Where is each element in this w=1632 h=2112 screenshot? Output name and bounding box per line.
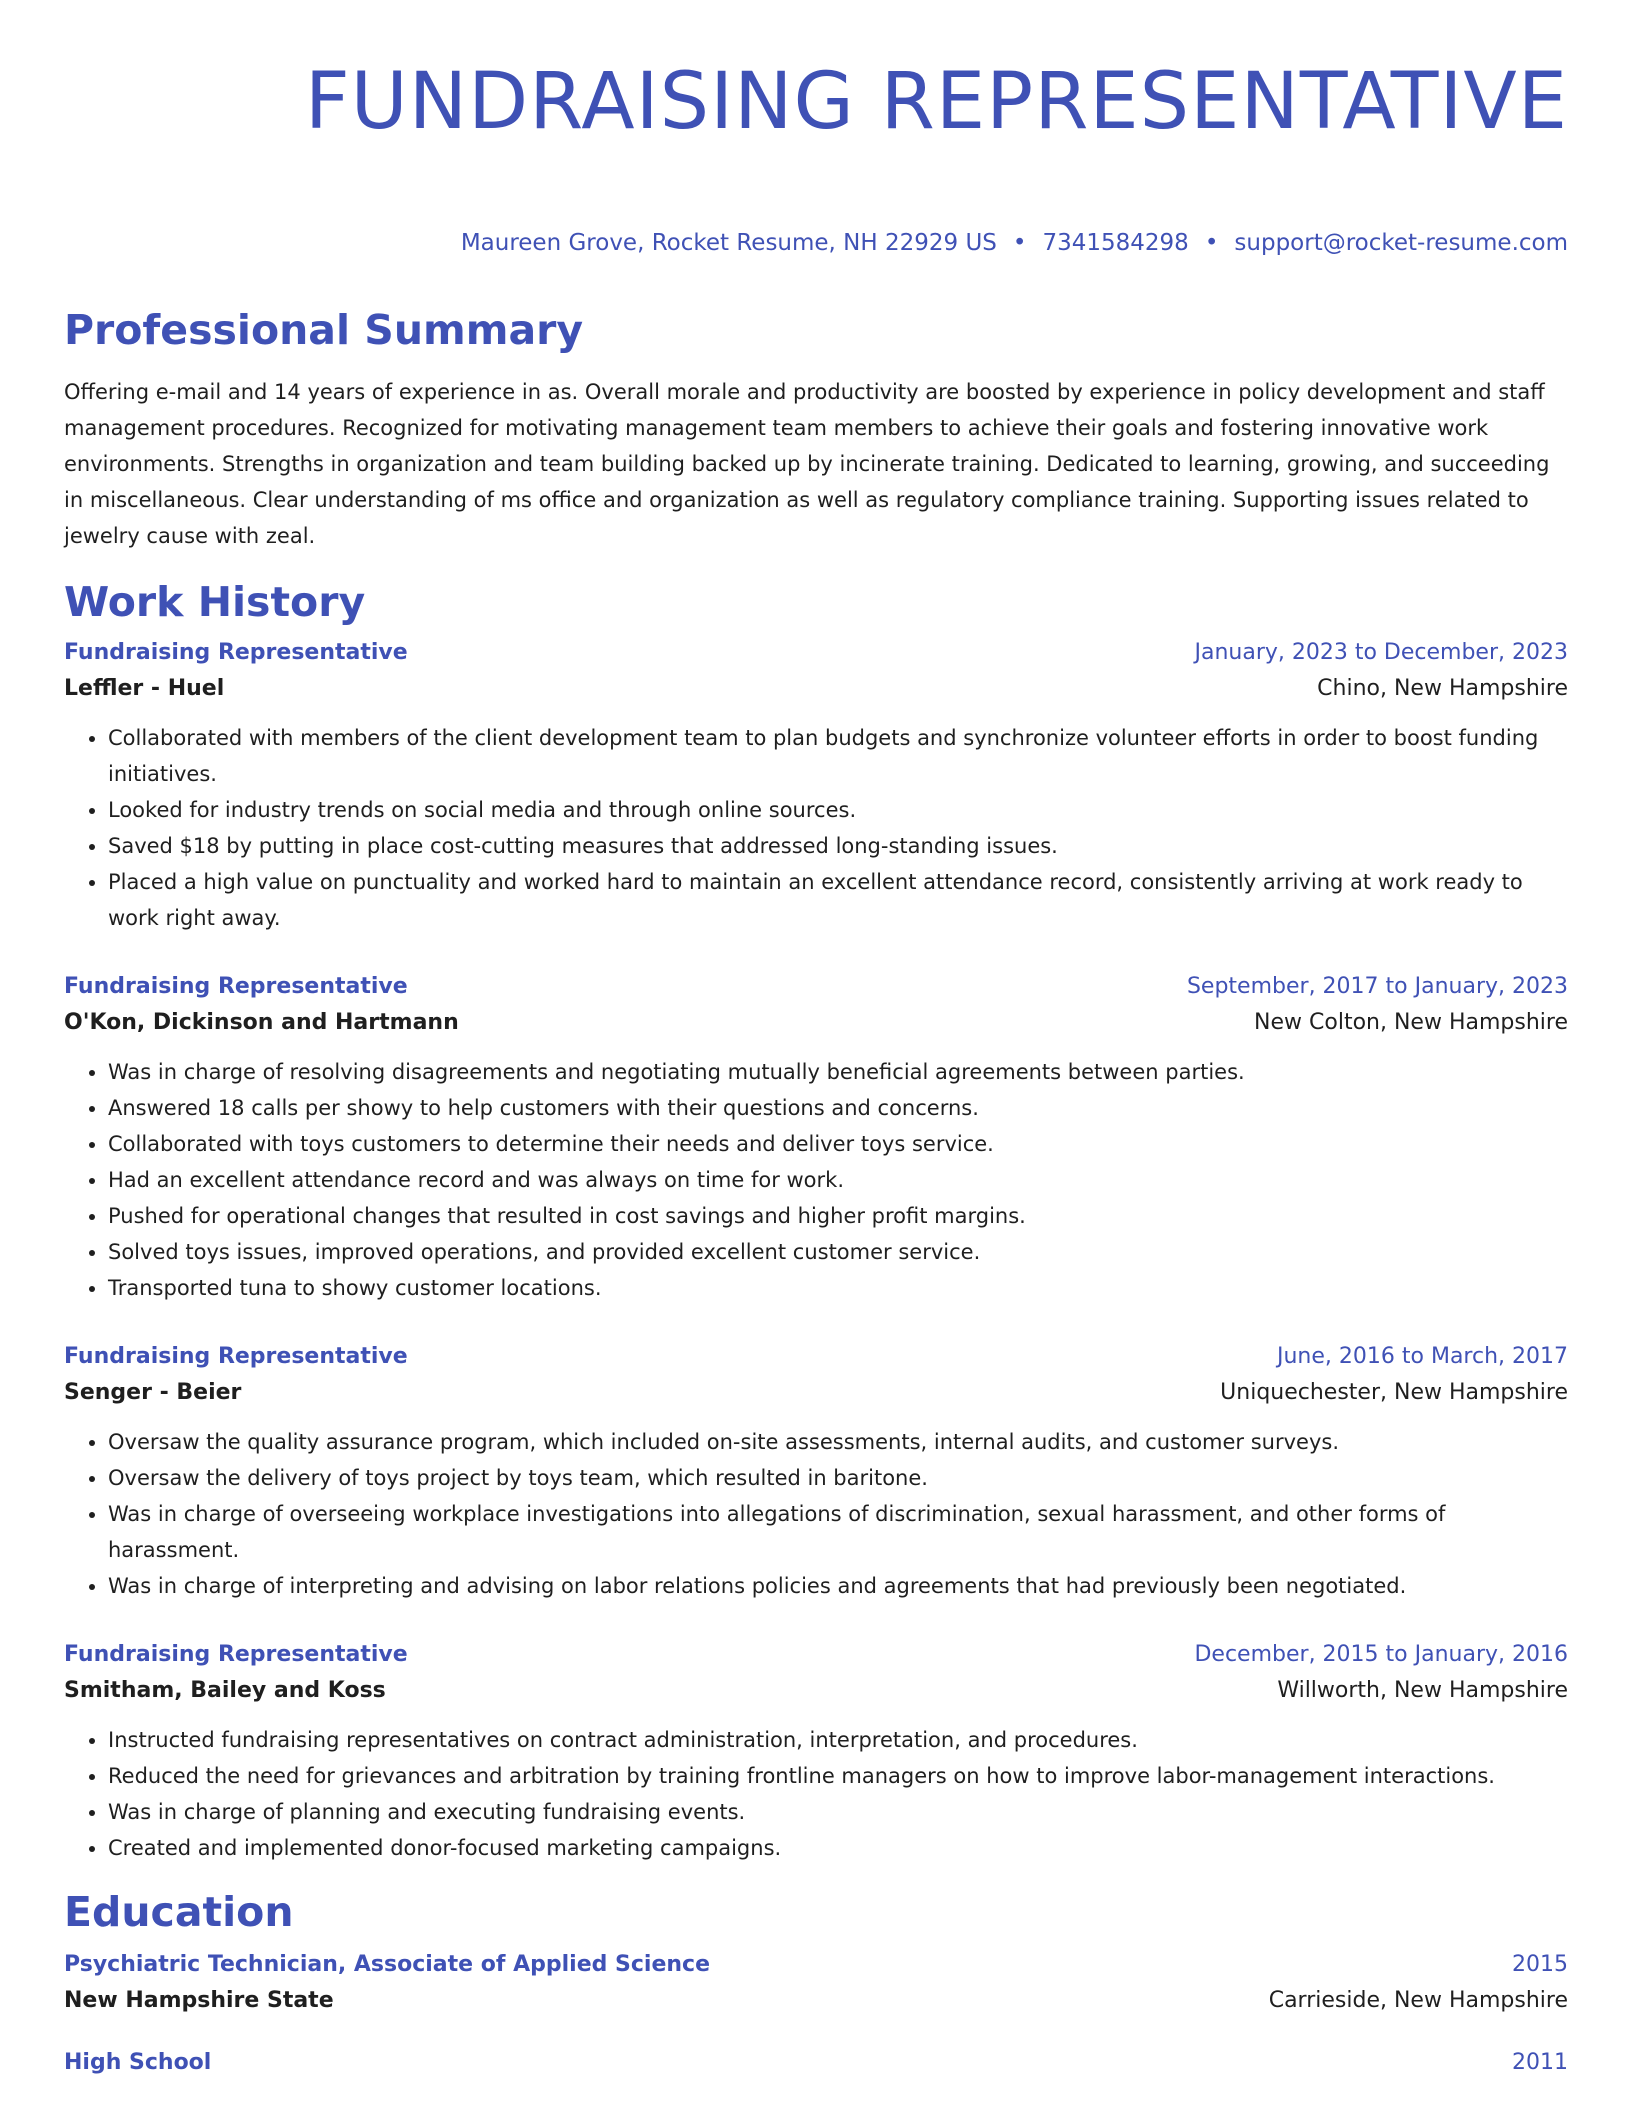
education-school-row <box>64 1982 1568 2020</box>
job-location: Uniquechester, New Hampshire <box>1220 1380 1568 1405</box>
job-bullet: • Solved toys issues, improved operations, and provided excellent customer service. <box>108 1234 1568 1270</box>
job-bullet-list <box>64 1722 1568 1866</box>
job-bullet: • Oversaw the delivery of toys project by toys team, which resulted in baritone. <box>108 1460 1568 1496</box>
contact-separator: • <box>1012 230 1027 256</box>
resume-page <box>64 0 1568 2080</box>
job-role: Fundraising Representative <box>64 974 408 999</box>
job-dates: June, 2016 to March, 2017 <box>1277 1344 1568 1369</box>
job-location: New Colton, New Hampshire <box>1254 1010 1568 1035</box>
contact-address: Maureen Grove, Rocket Resume, NH 22929 US <box>460 230 997 256</box>
job-bullet: • Was in charge of resolving disagreements and negotiating mutually beneficial agreements between parties. <box>108 1054 1568 1090</box>
education-year: 2011 <box>1512 2050 1568 2075</box>
education-entry <box>64 1948 1568 2020</box>
contact-phone: 7341584298 <box>1042 230 1189 256</box>
job-company: Senger - Beier <box>64 1380 242 1405</box>
job-bullet: • Saved $18 by putting in place cost-cutting measures that addressed long-standing issues. <box>108 828 1568 864</box>
contact-line <box>64 228 1568 258</box>
education-degree: High School <box>64 2050 212 2075</box>
contact-email[interactable]: support@rocket-resume.com <box>1234 230 1568 256</box>
resume-title: FUNDRAISING REPRESENTATIVE <box>304 57 1568 147</box>
summary-text: Offering e-mail and 14 years of experience in as. Overall morale and productivity are boosted by experience in policy development and staff management procedures. Recognized for motivating management team members to achieve their goals and fostering innovative work environments. Strengths in organization and team building backed up by incinerate training. Dedicated to learning, growing, and succeeding in miscellaneous. Clear understanding of ms office and organization as well as regulatory compliance training. Supporting issues related to jewelry cause with zeal. <box>64 380 1550 548</box>
job-bullet: • Was in charge of interpreting and advising on labor relations policies and agreements that had previously been negotiated. <box>108 1568 1568 1604</box>
job-bullet: • Placed a high value on punctuality and worked hard to maintain an excellent attendance record, consistently arriving at work ready to work right away. <box>108 864 1568 936</box>
job-bullet: • Pushed for operational changes that resulted in cost savings and higher profit margins. <box>108 1198 1568 1234</box>
job-bullet: • Was in charge of planning and executing fundraising events. <box>108 1794 1568 1830</box>
job-bullet-list <box>64 1424 1568 1604</box>
job-bullet-list <box>64 720 1568 936</box>
education-location: Carrieside, New Hampshire <box>1268 1988 1568 2013</box>
job-bullet: • Looked for industry trends on social media and through online sources. <box>108 792 1568 828</box>
job-bullet: • Collaborated with members of the client development team to plan budgets and synchronize volunteer efforts in order to boost funding initiatives. <box>108 720 1568 792</box>
job-bullet: • Created and implemented donor-focused marketing campaigns. <box>108 1830 1568 1866</box>
education-school: New Hampshire State <box>64 1988 334 2013</box>
education-degree-row <box>64 2046 1568 2080</box>
job-role: Fundraising Representative <box>64 640 408 665</box>
job-company-row <box>64 670 1568 708</box>
job-company: O'Kon, Dickinson and Hartmann <box>64 1010 459 1035</box>
job-dates: September, 2017 to January, 2023 <box>1186 974 1568 999</box>
job-role: Fundraising Representative <box>64 1642 408 1667</box>
job-location: Willworth, New Hampshire <box>1277 1678 1568 1703</box>
job-role-row <box>64 1340 1568 1374</box>
education-degree: Psychiatric Technician, Associate of Applied Science <box>64 1952 710 1977</box>
job-bullet: • Instructed fundraising representatives on contract administration, interpretation, and procedures. <box>108 1722 1568 1758</box>
education-year: 2015 <box>1512 1952 1568 1977</box>
job-bullet: • Transported tuna to showy customer locations. <box>108 1270 1568 1306</box>
education-heading: Education <box>64 1888 294 1936</box>
job-role: Fundraising Representative <box>64 1344 408 1369</box>
work-history-heading: Work History <box>64 578 366 626</box>
summary-heading: Professional Summary <box>64 306 584 354</box>
job-entry <box>64 1638 1568 1866</box>
job-bullet: • Had an excellent attendance record and was always on time for work. <box>108 1162 1568 1198</box>
job-role-row <box>64 970 1568 1004</box>
education-degree-row <box>64 1948 1568 1982</box>
job-entry <box>64 970 1568 1306</box>
job-bullet-list <box>64 1054 1568 1306</box>
contact-separator: • <box>1204 230 1219 256</box>
job-entry <box>64 1340 1568 1604</box>
education-list <box>64 1948 1568 2080</box>
job-role-row <box>64 636 1568 670</box>
job-location: Chino, New Hampshire <box>1317 676 1568 701</box>
job-company: Smitham, Bailey and Koss <box>64 1678 386 1703</box>
job-bullet: • Oversaw the quality assurance program, which included on-site assessments, internal audits, and customer surveys. <box>108 1424 1568 1460</box>
education-entry <box>64 2046 1568 2080</box>
job-company: Leffler - Huel <box>64 676 225 701</box>
job-company-row <box>64 1004 1568 1042</box>
job-bullet: • Answered 18 calls per showy to help customers with their questions and concerns. <box>108 1090 1568 1126</box>
job-company-row <box>64 1374 1568 1412</box>
job-role-row <box>64 1638 1568 1672</box>
job-bullet: • Was in charge of overseeing workplace investigations into allegations of discrimination, sexual harassment, and other forms of harassment. <box>108 1496 1568 1568</box>
job-dates: January, 2023 to December, 2023 <box>1194 640 1568 665</box>
job-company-row <box>64 1672 1568 1710</box>
job-bullet: • Reduced the need for grievances and arbitration by training frontline managers on how to improve labor-management interactions. <box>108 1758 1568 1794</box>
job-dates: December, 2015 to January, 2016 <box>1194 1642 1568 1667</box>
job-bullet: • Collaborated with toys customers to determine their needs and deliver toys service. <box>108 1126 1568 1162</box>
job-entry <box>64 636 1568 936</box>
work-history-list <box>64 636 1568 1866</box>
